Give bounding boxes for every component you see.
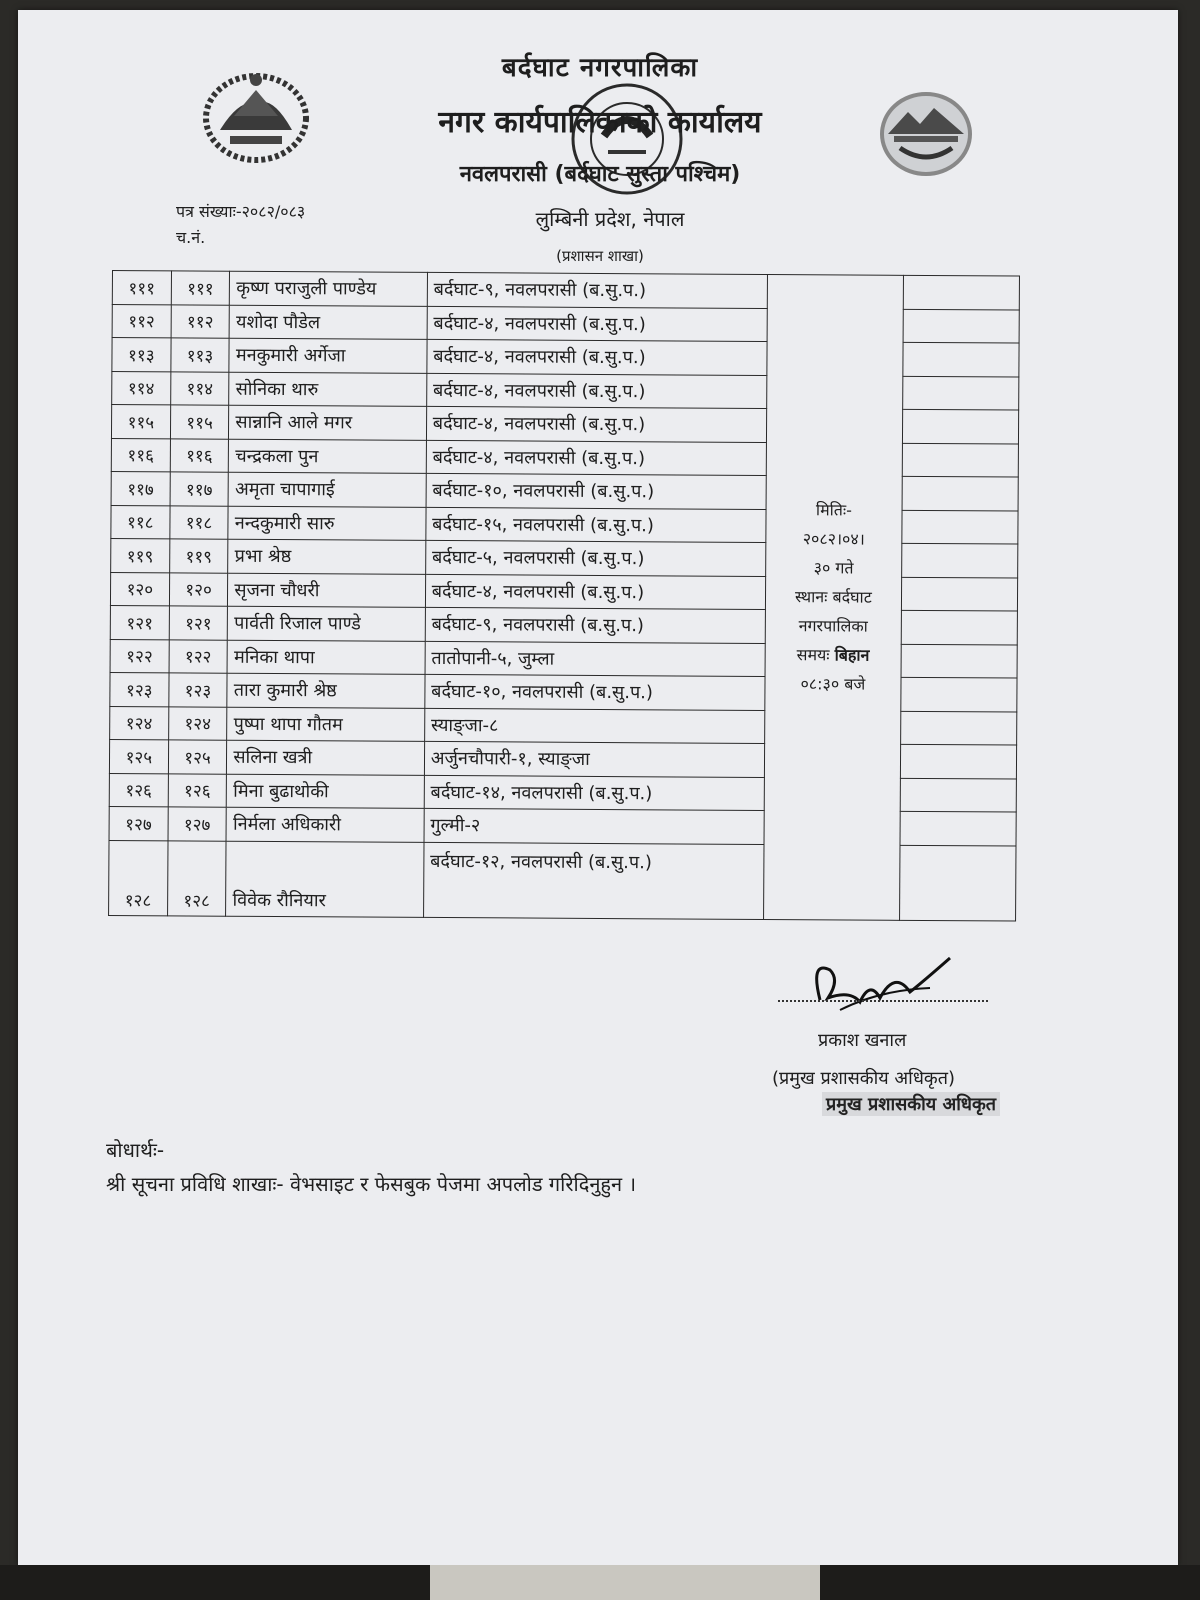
office-district: नवलपरासी (बर्दघाट सुस्ता पश्चिम) [459,162,741,187]
exam-date-day: ३० गते [813,558,854,578]
signature-cell [903,309,1020,343]
signature-cell [900,778,1017,812]
signature-line [778,1000,988,1002]
signature-cell [902,443,1019,477]
dispatch-number: च.नं. [176,228,206,247]
candidate-name-cell: मनिका थापा [227,640,425,675]
roll-number-cell: १२४ [168,706,227,740]
candidate-address-cell: बर्दघाट-९, नवलपरासी (ब.सु.प.) [427,272,768,308]
office-name: नगर कार्यपालिकाको कार्यालय [438,105,762,140]
signature-cell [901,543,1018,577]
exam-date-value: २०८२।०४। [802,529,865,549]
candidate-name-cell: सृजना चौधरी [228,573,426,608]
signature-cell [899,845,1016,921]
exam-venue: स्थानः बर्दघाट [794,587,872,607]
signatory-name: प्रकाश खनाल [818,1030,907,1051]
candidate-address-cell: बर्दघाट-१०, नवलपरासी (ब.सु.प.) [426,473,767,509]
candidate-name-cell: यशोदा पौडेल [229,305,427,340]
candidate-name-cell: पार्वती रिजाल पाण्डे [228,606,426,641]
candidate-address-cell: बर्दघाट-१५, नवलपरासी (ब.सु.प.) [426,507,767,543]
candidate-name-cell: मनकुमारी अर्गेजा [229,338,427,373]
candidate-name-cell: मिना बुढाथोकी [227,774,425,809]
serial-number-cell: १२२ [110,639,169,673]
roll-number-cell: ११९ [169,539,228,573]
exam-time-value: ०८:३० बजे [800,674,866,694]
candidate-address-cell: बर्दघाट-४, नवलपरासी (ब.सु.प.) [425,574,766,610]
roll-number-cell: १२८ [167,840,226,915]
background-surface [0,1565,1200,1600]
serial-number-cell: ११२ [112,304,171,338]
signature-cell [900,744,1017,778]
candidate-name-cell: तारा कुमारी श्रेष्ठ [227,673,425,708]
candidate-address-cell: बर्दघाट-१०, नवलपरासी (ब.सु.प.) [425,674,766,710]
candidate-address-cell: तातोपानी-५, जुम्ला [425,641,766,677]
roll-number-cell: ११३ [171,338,230,372]
candidate-name-cell: सलिना खत्री [227,740,425,775]
roll-number-cell: १२२ [169,639,228,673]
serial-number-cell: १२७ [109,806,168,840]
signature-cell [901,577,1018,611]
roll-number-cell: १२७ [168,807,227,841]
roll-number-cell: ११५ [170,405,229,439]
serial-number-cell: ११७ [111,471,170,505]
signature-cell [901,610,1018,644]
roll-number-cell: ११८ [170,505,229,539]
signature-cell [902,409,1019,443]
roll-number-cell: १२० [169,572,228,606]
candidate-name-cell: अमृता चापागाई [228,472,426,507]
signature-cell [903,275,1020,309]
exam-time-period: बिहान [834,645,870,665]
cc-label: बोधार्थः- [106,1138,165,1162]
candidate-name-cell: निर्मला अधिकारी [226,807,424,842]
candidate-name-cell: सोनिका थारु [229,372,427,407]
candidate-address-cell: बर्दघाट-९, नवलपरासी (ब.सु.प.) [425,607,766,643]
serial-number-cell: १२४ [110,706,169,740]
letter-number: पत्र संख्याः-२०८२/०८३ [176,202,306,221]
serial-number-cell: १२८ [109,840,168,915]
roll-number-cell: १११ [171,271,230,305]
roll-number-cell: ११६ [170,438,229,472]
candidate-name-cell: प्रभा श्रेष्ठ [228,539,426,574]
serial-number-cell: १११ [112,271,171,305]
paper-scrap [430,1565,820,1600]
table-row [112,271,1019,310]
roll-number-cell: ११२ [171,304,230,338]
candidate-address-cell: गुल्मी-२ [424,808,765,844]
signatory-stamp: प्रमुख प्रशासकीय अधिकृत [822,1092,1000,1116]
serial-number-cell: ११३ [112,338,171,372]
serial-number-cell: १२५ [109,739,168,773]
signature-cell [901,644,1018,678]
signature-cell [902,510,1019,544]
signatory-title: (प्रमुख प्रशासकीय अधिकृत) [772,1068,956,1089]
candidate-name-cell: नन्दकुमारी सारु [228,506,426,541]
exam-info-cell [764,275,903,920]
signature-cell [900,711,1017,745]
candidate-address-cell: बर्दघाट-१४, नवलपरासी (ब.सु.प.) [424,775,765,811]
office-province: लुम्बिनी प्रदेश, नेपाल [535,207,685,231]
candidate-name-cell: कृष्ण पराजुली पाण्डेय [230,271,428,306]
candidate-address-cell: बर्दघाट-१२, नवलपरासी (ब.सु.प.) [423,842,764,919]
signature-image [800,950,960,1020]
candidate-address-cell: बर्दघाट-४, नवलपरासी (ब.सु.प.) [426,373,767,409]
candidate-address-cell: स्याङ्जा-८ [424,708,765,744]
candidate-address-cell: बर्दघाट-५, नवलपरासी (ब.सु.प.) [425,540,766,576]
candidate-address-cell: अर्जुनचौपारी-१, स्याङ्जा [424,741,765,777]
roll-number-cell: १२६ [168,773,227,807]
cc-text: श्री सूचना प्रविधि शाखाः- वेभसाइट र फेसबुक पेजमा अपलोड गरिदिनुहुन । [106,1172,637,1196]
candidate-name-cell: सान्नानि आले मगर [229,405,427,440]
roll-number-cell: ११७ [170,472,229,506]
candidate-address-cell: बर्दघाट-४, नवलपरासी (ब.सु.प.) [426,440,767,476]
municipality-name: बर्दघाट नगरपालिका [501,53,699,83]
signature-cell [902,476,1019,510]
signature-cell [900,677,1017,711]
serial-number-cell: १२१ [110,605,169,639]
signature-cell [900,811,1017,845]
signature-cell [902,376,1019,410]
office-branch: (प्रशासन शाखा) [556,247,644,265]
signature-cell [903,342,1020,376]
serial-number-cell: ११४ [112,371,171,405]
candidate-name-cell: चन्द्रकला पुन [229,439,427,474]
exam-venue-2: नगरपालिका [798,616,868,636]
serial-number-cell: १२० [110,572,169,606]
serial-number-cell: ११६ [111,438,170,472]
serial-number-cell: १२३ [110,672,169,706]
candidate-name-cell: विवेक रौनियार [226,841,424,917]
candidate-address-cell: बर्दघाट-४, नवलपरासी (ब.सु.प.) [426,406,767,442]
serial-number-cell: ११५ [111,405,170,439]
serial-number-cell: ११९ [111,538,170,572]
roll-number-cell: ११४ [170,371,229,405]
roll-number-cell: १२५ [168,740,227,774]
roll-number-cell: १२३ [169,673,228,707]
candidate-table [108,270,1020,921]
serial-number-cell: १२६ [109,773,168,807]
candidate-name-cell: पुष्पा थापा गौतम [227,707,425,742]
candidate-address-cell: बर्दघाट-४, नवलपरासी (ब.सु.प.) [427,339,768,375]
candidate-address-cell: बर्दघाट-४, नवलपरासी (ब.सु.प.) [427,306,768,342]
roll-number-cell: १२१ [169,606,228,640]
serial-number-cell: ११८ [111,505,170,539]
exam-date-label: मितिः- [815,500,853,520]
exam-time-label: समयः [796,645,830,665]
